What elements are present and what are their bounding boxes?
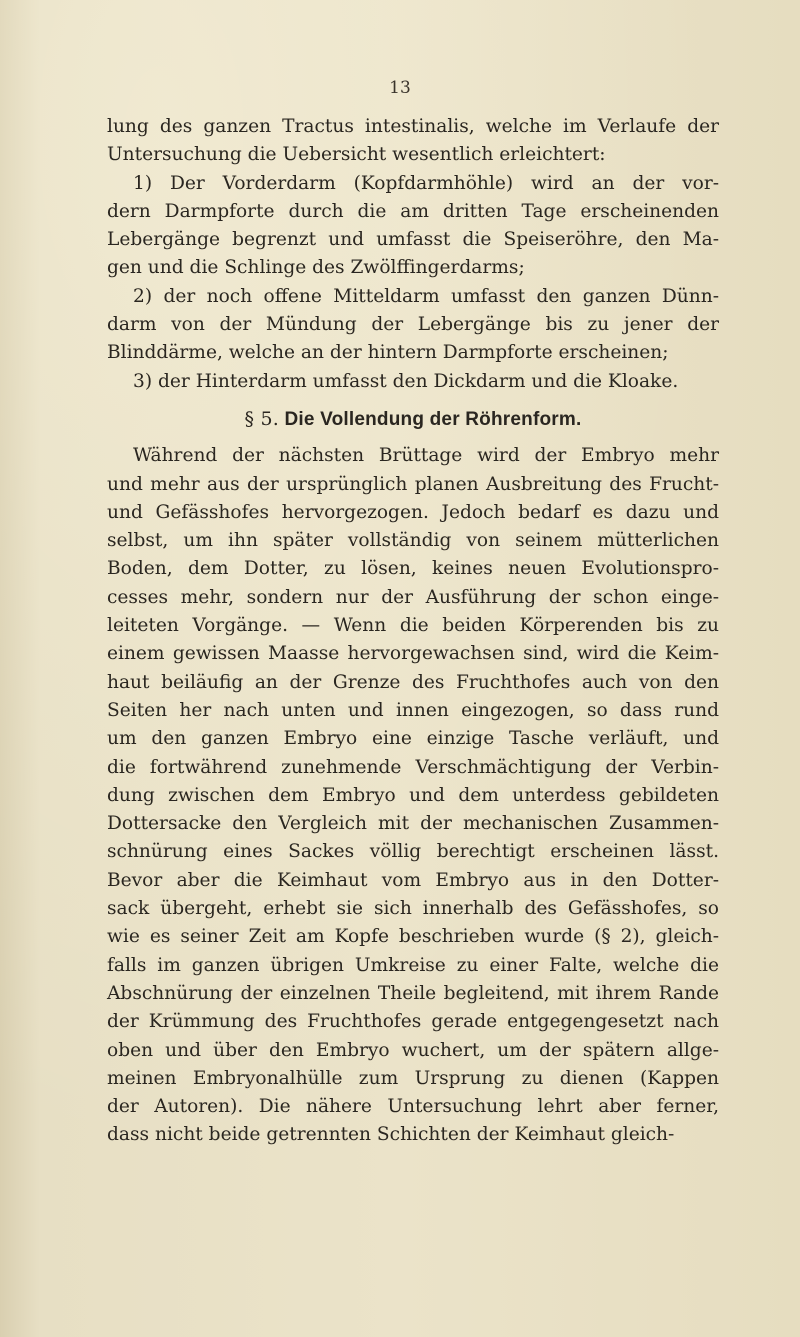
paragraph [107,442,719,1149]
page-body [107,113,719,1150]
text-line: der Krümmung des Fruchthofes gerade entgegengesetzt nach [107,1011,719,1033]
text-line: haut beiläufig an der Grenze des Fruchthofes auch von den [107,671,719,693]
section-number: § 5. [244,407,279,430]
text-line: Bevor aber die Keimhaut vom Embryo aus in den Dotter- [107,869,719,891]
text-line: sack übergeht, erhebt sie sich innerhalb des Gefässhofes, so [107,898,719,920]
text-line: um den ganzen Embryo eine einzige Tasche verläuft, und [107,728,719,750]
text-line: Boden, dem Dotter, zu lösen, keines neuen Evolutionspro- [107,558,719,580]
text-line: oben und über den Embryo wuchert, um der spätern allge- [107,1039,719,1061]
list-item-2-line: darm von der Mündung der Lebergänge bis zu jener der [107,314,719,336]
section-title: Die Vollendung der Röhrenform. [284,408,582,430]
text-line: und mehr aus der ursprünglich planen Ausbreitung des Frucht- [107,473,719,495]
text-line: einem gewissen Maasse hervorgewachsen sind, wird die Keim- [107,643,719,665]
text-line: Dottersacke den Vergleich mit der mechanischen Zusammen- [107,813,719,835]
list-item-3-line: 3) der Hinterdarm umfasst den Dickdarm und die Kloake. [133,370,679,392]
text-line: selbst, um ihn später vollständig von seinem mütterlichen [107,530,719,552]
text-line: dung zwischen dem Embryo und dem unterdess gebildeten [107,784,719,806]
text-line: leiteten Vorgänge. — Wenn die beiden Körperenden bis zu [107,615,719,637]
text-line: lung des ganzen Tractus intestinalis, welche im Verlaufe der [107,116,719,137]
text-line: Seiten her nach unten und innen eingezogen, so dass rund [107,699,719,721]
list-item-1-line: Lebergänge begrenzt und umfasst die Speiseröhre, den Ma- [107,229,719,251]
list-item-1-line: gen und die Schlinge des Zwölffingerdarms; [107,257,525,279]
list-item-2-line: 2) der noch offene Mitteldarm umfasst den ganzen Dünn- [133,285,719,307]
text-line: und Gefässhofes hervorgezogen. Jedoch bedarf es dazu und [107,501,719,523]
text-line: die fortwährend zunehmende Verschmächtigung der Verbin- [107,756,719,778]
page-number: 13 [389,78,411,98]
list-item-1-line: dern Darmpforte durch die am dritten Tage erscheinenden [107,200,719,222]
text-line: Untersuchung die Uebersicht wesentlich erleichtert: [107,144,606,166]
text-line: meinen Embryonalhülle zum Ursprung zu dienen (Kappen [107,1067,719,1089]
text-line: Abschnürung der einzelnen Theile begleitend, mit ihrem Rande [107,982,719,1004]
text-line: Während der nächsten Brüttage wird der Embryo mehr [133,445,719,467]
text-line: falls im ganzen übrigen Umkreise zu einer Falte, welche die [107,954,719,976]
list-item-2-line: Blinddärme, welche an der hintern Darmpforte erscheinen; [107,342,669,364]
text-line: der Autoren). Die nähere Untersuchung lehrt aber ferner, [107,1096,719,1118]
list-item-1-line: 1) Der Vorderdarm (Kopfdarmhöhle) wird an der vor- [133,172,719,194]
text-line: cesses mehr, sondern nur der Ausführung der schon einge- [107,586,719,608]
section-heading [107,405,719,434]
text-line: wie es seiner Zeit am Kopfe beschrieben wurde (§ 2), gleich- [107,926,719,948]
text-line: schnürung eines Sackes völlig berechtigt erscheinen lässt. [107,841,719,863]
text-line: dass nicht beide getrennten Schichten der Keimhaut gleich- [107,1124,675,1146]
